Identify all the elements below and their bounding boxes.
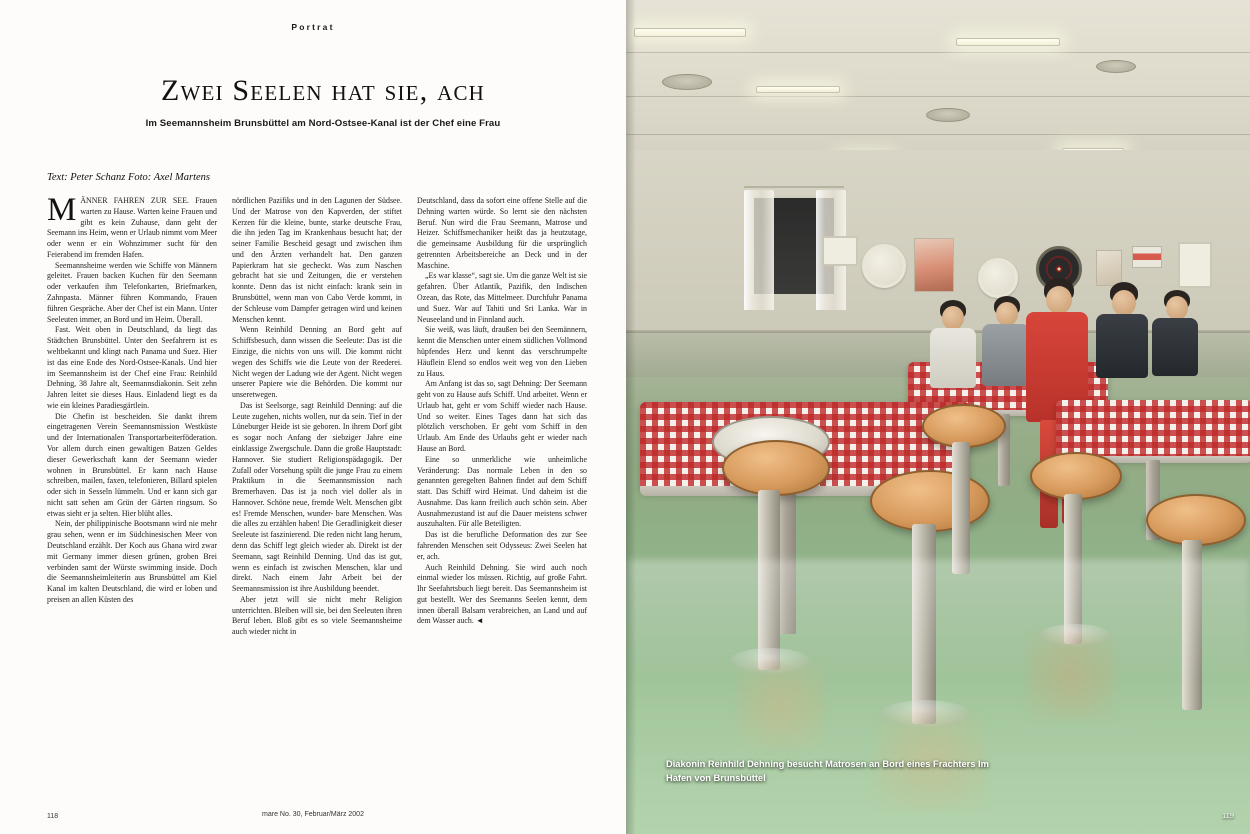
paragraph: Das ist Seelsorge, sagt Reinhild Denning: auf die Leute zugehen, nichts wollen, nur da sein. Tief in der Lüneburger Heide ist sie geboren. In ihrem Dorf gibt es sogar noch Anfang der siebziger Jahre eine einklassige Zwergschule. Dann die große Hauptstadt: Hannover. Sie studiert Religionspädagogik. Der Zufall oder Vorsehung spült die junge Frau zu einem Praktikum in die Seemannsmission nach Bremerhaven. Das ist ja noch viel doller als in Hannover. Schöne neue, fremde Welt. Menschen gibt es! Fremde Menschen, wunder- bare Menschen. Was die alles zu erzählen haben! Die Geradlinigkeit dieser Seeleute ist faszinierend. Die reden nicht lang herum, denn das Schiff legt gleich wieder ab. Direkt ist der Seemann, sagt Reinhild Denning. Und das ist gut, wenn es einfach ist zwischen Menschen, klar und direkt. Nach einem Jahr Arbeit bei der Seemannsmission ist ihre Ausbildung beendet. bbox=[232, 400, 402, 594]
floor-highlight bbox=[626, 560, 1250, 680]
ceiling-lamp bbox=[634, 28, 746, 37]
paragraph: Am Anfang ist das so, sagt Dehning: Der Seemann geht von zu Hause aufs Schiff. Und arbeitet. Wenn er Urlaub hat, geht er vom Schiff wieder nach Hause. Und so weiter. Eines Tages dann hat sich das plötzlich verschoben. Er geht vom Schiff in den Urlaub. Am Ende des Urlaubs geht er wieder nach Hause an Bord. bbox=[417, 379, 587, 453]
ceiling-lamp bbox=[756, 86, 840, 93]
curtain-rod bbox=[744, 186, 844, 188]
paragraph: Die Chefin ist bescheiden. Sie dankt ihrem eingetragenen Verein Seemannsmission Westküste und der Internationalen Transportarbeiterföderation. Vor allem durch einen gewaltigen Batzen Geldes dieser Gewerkschaft kann der Seemann wieder wohnen in Brunsbüttel. Er kann nach Hause schreiben, mailen, faxen, telefonieren, Billard spielen oder sich in Sesseln lümmeln. Und er kann sich gar nicht satt sehen am Grün der Gärten ringsum. So etwas sieht er ja selten. Hier blüht alles. bbox=[47, 411, 217, 518]
ceiling-seam bbox=[626, 96, 1250, 97]
paragraph: nördlichen Pazifiks und in den Lagunen der Südsee. Und der Matrose von den Kapverden, der stiftet Kerzen für die kleine, bunte, starke deutsche Frau, die ihn jeden Tag im Krankenhaus besucht hat; der seiner Familie Bescheid gesagt und zwischen ihm und den Ärzten verhandelt hat. Den ganzen Papierkram hat sie gecheckt. Was zum Naschen gebracht hat sie und Zeitungen, die er verstehen konnte. Denn das ist nicht einfach: krank sein in Brunsbüttel, wenn man von Cabo Verde kommt, in der Schleuse vom Dampfer getragen wird und keinen Menschen kennt. bbox=[232, 196, 402, 324]
ceiling-vent bbox=[1096, 60, 1136, 73]
stool-seat bbox=[1146, 494, 1246, 546]
wall-picture bbox=[1178, 242, 1212, 288]
dining-table-right bbox=[1056, 400, 1250, 460]
curtain-left bbox=[744, 190, 774, 310]
stool-seat bbox=[722, 440, 830, 496]
paragraph: Wenn Reinhild Denning an Bord geht auf Schiffsbesuch, dann wissen die Seeleute: Das ist die Einzige, die nichts von uns will. Die kommt nicht wegen des Schiffs wie die Leute von der Reederei. Nicht wegen der Ladung wie der Agent. Nicht wegen unserer Papiere wie die Behörden. Die kommt nur unseretwegen. bbox=[232, 325, 402, 400]
drop-cap: M bbox=[47, 192, 77, 228]
wall-picture bbox=[822, 236, 858, 266]
paragraph: Das ist die berufliche Deformation des zur See fahrenden Menschen seit Odysseus: Zwei Seelen hat er, ach. bbox=[417, 530, 587, 561]
head bbox=[1112, 290, 1136, 316]
folio-page-number-right: 119 bbox=[1222, 811, 1234, 820]
paragraph: „Es war klasse“, sagt sie. Um die ganze Welt ist sie gefahren. Über Atlantik, Pazifik, den Indischen Ozean, das Rote, das Mittelmeer. Durchfuhr Panama und Suez. War auf Tahiti und Sri Lanka. War in Neuseeland und in Finnland auch. bbox=[417, 271, 587, 324]
byline: Text: Peter Schanz Foto: Axel Martens bbox=[47, 172, 211, 183]
subheadline: Im Seemannsheim Brunsbüttel am Nord-Ostsee-Kanal ist der Chef eine Frau bbox=[145, 118, 501, 129]
ceiling-vent bbox=[926, 108, 970, 122]
ceiling-lamp bbox=[956, 38, 1060, 46]
folio-page-number-left: 118 bbox=[47, 813, 59, 820]
paragraph: Sie weiß, was läuft, draußen bei den Seemännern, kennt die Menschen unter einem südlichen Vollmond hüpfendes Herz und kennt das verschrumpelte Häuflein Elend so endlos weit weg von den Lieben zu Haus. bbox=[417, 325, 587, 378]
porthole-mirror bbox=[862, 244, 906, 288]
text-column-1 bbox=[47, 192, 217, 804]
paragraph: MÄNNER FAHREN ZUR SEE. Frauen warten zu Hause. Warten keine Frauen und gibt es kein Zuhause, dann geht der Seemann ins Heim, wenn er Urlaub nimmt vom Meer oder wenn er ein Wohnzimmer sucht für den Feierabend im fremden Hafen. bbox=[47, 192, 217, 259]
torso bbox=[930, 328, 976, 388]
text-column-2 bbox=[232, 196, 402, 804]
paragraph: Auch Reinhild Dehning. Sie wird auch noch einmal wieder los müssen. Richtig, auf große Fahrt. Ihr Seefahrtsbuch liegt bereit. Das Seemannsheim ist gut bestellt. Wer des Seemanns Seelen kennt, dem innen überall Balsam verabreichen, an Land und auf dem Wasser auch. ◄ bbox=[417, 562, 587, 626]
section-kicker: Portrat bbox=[291, 22, 335, 32]
seated-person-dark-top bbox=[1094, 282, 1156, 412]
porthole-mirror bbox=[978, 258, 1018, 298]
ceiling bbox=[626, 0, 1250, 175]
head bbox=[942, 306, 964, 330]
paragraph: Aber jetzt will sie nicht mehr Religion unterrichten. Bleiben will sie, bei den Seeleuten ihren Beruf leben. Bloß gibt es so viele Seemannsheime auch wieder nicht in bbox=[232, 594, 402, 637]
folio-issue-line: mare No. 30, Februar/März 2002 bbox=[262, 811, 364, 818]
ceiling-seam bbox=[626, 134, 1250, 135]
wall-poster bbox=[1096, 250, 1122, 286]
head bbox=[1166, 296, 1188, 320]
floor-reflection bbox=[1026, 630, 1116, 720]
stool-post bbox=[952, 442, 970, 574]
paragraph: Deutschland, dass da sofort eine offene Stelle auf die Dehning warten würde. So lernt sie den nächsten Beruf. Nun wird die Frau Seemann, Matrose und Heizer. Schiffsmechaniker heißt das ja heutzutage, die gemeinsame Ausbildung für die ursprünglich getrennten Arbeitsbereiche an Deck und in der Maschine. bbox=[417, 196, 587, 270]
right-page-photo bbox=[626, 0, 1250, 834]
text-column-3 bbox=[417, 196, 587, 804]
photo-caption: Diakonin Reinhild Dehning besucht Matrosen an Bord eines Frachters Im Hafen von Brunsbüttel bbox=[666, 759, 989, 784]
head bbox=[996, 302, 1018, 326]
stool-seat bbox=[870, 470, 990, 532]
seated-person-far-right bbox=[1150, 290, 1210, 410]
torso bbox=[982, 324, 1030, 386]
ceiling-seam bbox=[626, 52, 1250, 53]
head bbox=[1046, 286, 1072, 314]
paragraph: Fast. Weit oben in Deutschland, da liegt das Städtchen Brunsbüttel. Unter den Seefahrern ist es weltbekannt und klingt nach Panama und Suez. Hier ist das eine Ende des Nord-Ostsee-Kanals. Und hier im Seemannsheim ist der Chef eine Frau: Reinhild Dehning, 38 Jahre alt, Seemannsdiakonin. Seit zehn Jahren leitet sie dieses Haus. Einladend liegt es da wie ein kleines Paradiesgärtlein. bbox=[47, 325, 217, 410]
article-body bbox=[47, 192, 587, 804]
torso bbox=[1096, 314, 1148, 378]
stool-seat bbox=[1030, 452, 1122, 500]
torso bbox=[1152, 318, 1198, 376]
wall-poster bbox=[914, 238, 954, 292]
page-title bbox=[60, 74, 586, 108]
paragraph: Nein, der philippinische Bootsmann wird nie mehr grau sehen, wenn er im Südchinesischen Meer von Deutschland erzählt. Der Koch aus Ghana wird zwar mit Germany immer diesen grünen, groben Brei verbinden samt der Würste swimming inside. Doch die Seemannsheimleiterin aus Brunsbüttel am Kiel Kanal im kalten Deutschland, die wird er loben und preisen an allen Küsten des bbox=[47, 519, 217, 604]
floor-reflection bbox=[736, 660, 826, 750]
ceiling-vent bbox=[662, 74, 712, 90]
ship-mess-room-photograph bbox=[626, 0, 1250, 834]
wall-flag bbox=[1132, 246, 1162, 268]
paragraph: Eine so unmerkliche wie unheimliche Veränderung: Das normale Leben in den so genannten geregelten Bahnen findet auf dem Schiff statt. Das Schiff wird Heimat. Und daheim ist die Ausnahme. Das kann freilich auch schön sein. Aber Ausnahmezustand ist auf die Dauer meistens schwer auszuhalten. Für alle Beteiligten. bbox=[417, 454, 587, 529]
paragraph: Seemannsheime werden wie Schiffe von Männern geleitet. Frauen backen Kuchen für den Seemann oder verkaufen ihm Telefonkarten, Briefmarken, Zahnpasta. Männer führen Kommando, Frauen führen Gespräche. Aber der Chef ist ein Mann. Unter Seeleuten immer, an Bord und im Heim. Überall. bbox=[47, 260, 217, 324]
headline-text: Zwei Seelen hat sie, ach bbox=[160, 74, 486, 107]
